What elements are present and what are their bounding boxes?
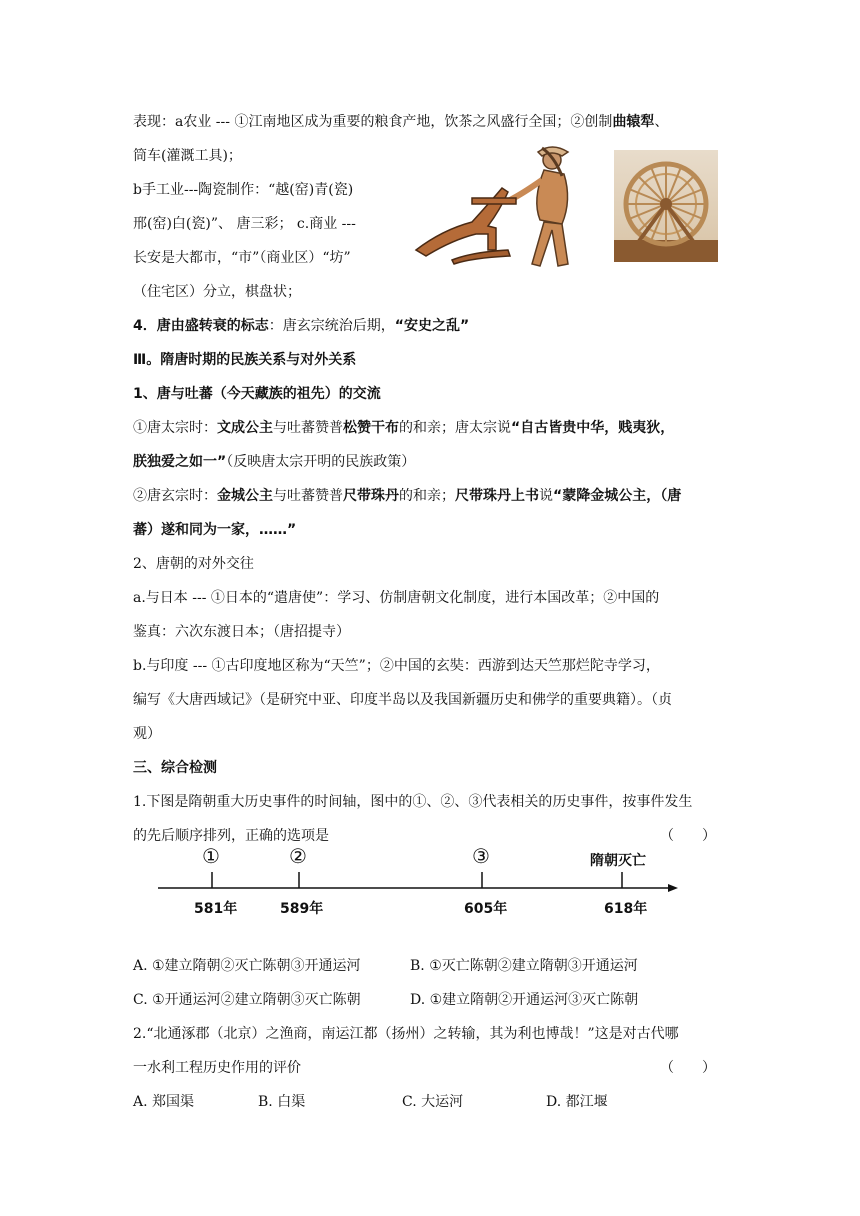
timeline-year-618: 618年 bbox=[604, 901, 648, 917]
quote-bold: “自古皆贵中华，贱夷狄， bbox=[511, 420, 675, 436]
timeline-year-581: 581年 bbox=[194, 901, 238, 917]
q2-stem-1: 2.“北通涿郡（北京）之渔商，南运江都（扬州）之转输，其为利也博哉！”这是对古代哪 bbox=[133, 1026, 679, 1042]
text-line: 筒车(灌溉工具)； bbox=[133, 148, 242, 164]
text-span: 与吐蕃赞普 bbox=[273, 488, 343, 504]
subheading-tubo: 1、唐与吐蕃（今天藏族的祖先）的交流 bbox=[133, 386, 381, 402]
quote-bold: 朕独爱之如一” bbox=[133, 454, 227, 470]
quote-bold: “蒙降金城公主，（唐 bbox=[553, 488, 682, 504]
paragraph-taizong bbox=[133, 418, 674, 438]
q1-stem-1: 1.下图是隋朝重大历史事件的时间轴，图中的①、②、③代表相关的历史事件，按事件发生 bbox=[133, 794, 693, 810]
q2-option-b[interactable]: B. 白渠 bbox=[258, 1094, 306, 1110]
text-span: （反映唐太宗开明的民族政策） bbox=[226, 454, 416, 470]
q1-option-c[interactable]: C. ①开通运河②建立隋朝③灭亡陈朝 bbox=[133, 992, 361, 1008]
text-span: 的和亲； bbox=[399, 488, 455, 504]
decline-text: ：唐玄宗统治后期， bbox=[268, 318, 395, 334]
curved-plow-term: 曲辕犁 bbox=[612, 114, 655, 130]
timeline-mark-1: ① bbox=[202, 844, 220, 868]
curved-plow-illustration bbox=[412, 140, 604, 272]
paragraph-xuanzong bbox=[133, 486, 681, 506]
subheading-foreign: 2、唐朝的对外交往 bbox=[133, 556, 254, 572]
punct: 、 bbox=[654, 114, 669, 130]
q2-option-c[interactable]: C. 大运河 bbox=[402, 1094, 464, 1110]
q2-answer-blank[interactable]: （ ） bbox=[660, 1060, 716, 1076]
princess-wencheng: 文成公主 bbox=[217, 420, 273, 436]
quote-bold-continued: 蕃）遂和同为一家，……” bbox=[133, 522, 297, 538]
q2-option-d[interactable]: D. 都江堰 bbox=[546, 1094, 608, 1110]
india-line-2: 编写《大唐西域记》（是研究中亚、印度半岛以及我国新疆历史和佛学的重要典籍）。（贞 bbox=[133, 692, 672, 708]
text-line bbox=[133, 112, 668, 132]
text-span: 说 bbox=[539, 488, 553, 504]
water-wheel-photo bbox=[614, 150, 718, 262]
q2-option-a[interactable]: A. 郑国渠 bbox=[133, 1094, 195, 1110]
india-line-1: b.与印度 --- ①古印度地区称为“天竺”；②中国的玄奘：西游到达天竺那烂陀寺学习， bbox=[133, 658, 660, 674]
agri-text: 表现：a农业 --- ①江南地区成为重要的粮食产地，饮茶之风盛行全国；②创制 bbox=[133, 114, 613, 130]
timeline-sui-fall: 隋朝灭亡 bbox=[590, 853, 646, 869]
japan-line-2: 鉴真：六次东渡日本；（唐招提寺） bbox=[133, 624, 350, 640]
paragraph-taizong-2 bbox=[133, 452, 415, 472]
timeline-mark-2: ② bbox=[289, 844, 307, 868]
text-span: 与吐蕃赞普 bbox=[273, 420, 343, 436]
india-line-3: 观） bbox=[133, 726, 161, 742]
princess-jincheng: 金城公主 bbox=[217, 488, 273, 504]
q1-stem-2: 的先后顺序排列，正确的选项是 bbox=[133, 828, 329, 844]
q1-option-a[interactable]: A. ①建立隋朝②灭亡陈朝③开通运河 bbox=[133, 958, 361, 974]
text-line: 邢(窑)白(瓷)”、 唐三彩； c.商业 --- bbox=[133, 216, 356, 232]
text-line: b手工业---陶瓷制作：“越(窑)青(瓷) bbox=[133, 182, 354, 198]
q1-answer-blank[interactable]: （ ） bbox=[660, 828, 716, 844]
decline-point bbox=[133, 316, 469, 336]
japan-line-1: a.与日本 --- ①日本的“遣唐使”：学习、仿制唐朝文化制度，进行本国改革；②中国的 bbox=[133, 590, 660, 606]
q1-option-b[interactable]: B. ①灭亡陈朝②建立隋朝③开通运河 bbox=[410, 958, 638, 974]
test-heading: 三、综合检测 bbox=[133, 760, 217, 776]
q2-stem-2: 一水利工程历史作用的评价 bbox=[133, 1060, 301, 1076]
me-agtsom: 尺带珠丹 bbox=[343, 488, 399, 504]
anshi-rebellion: “安史之乱” bbox=[394, 318, 470, 334]
timeline-mark-3: ③ bbox=[472, 844, 490, 868]
songtsen-gampo: 松赞干布 bbox=[343, 420, 399, 436]
text-span: ②唐玄宗时： bbox=[133, 488, 217, 504]
text-line: 长安是大都市，“市”（商业区）“坊” bbox=[133, 250, 351, 266]
text-span: 的和亲；唐太宗说 bbox=[399, 420, 511, 436]
timeline-year-589: 589年 bbox=[280, 901, 324, 917]
text-span: ①唐太宗时： bbox=[133, 420, 217, 436]
q1-option-d[interactable]: D. ①建立隋朝②开通运河③灭亡陈朝 bbox=[410, 992, 639, 1008]
decline-label: 4．唐由盛转衰的标志 bbox=[133, 318, 269, 334]
section-heading: Ⅲ。隋唐时期的民族关系与对外关系 bbox=[133, 352, 357, 368]
timeline bbox=[150, 842, 680, 922]
timeline-year-605: 605年 bbox=[464, 901, 508, 917]
text-line: （住宅区）分立，棋盘状； bbox=[133, 284, 301, 300]
letter-bold: 尺带珠丹上书 bbox=[455, 488, 539, 504]
